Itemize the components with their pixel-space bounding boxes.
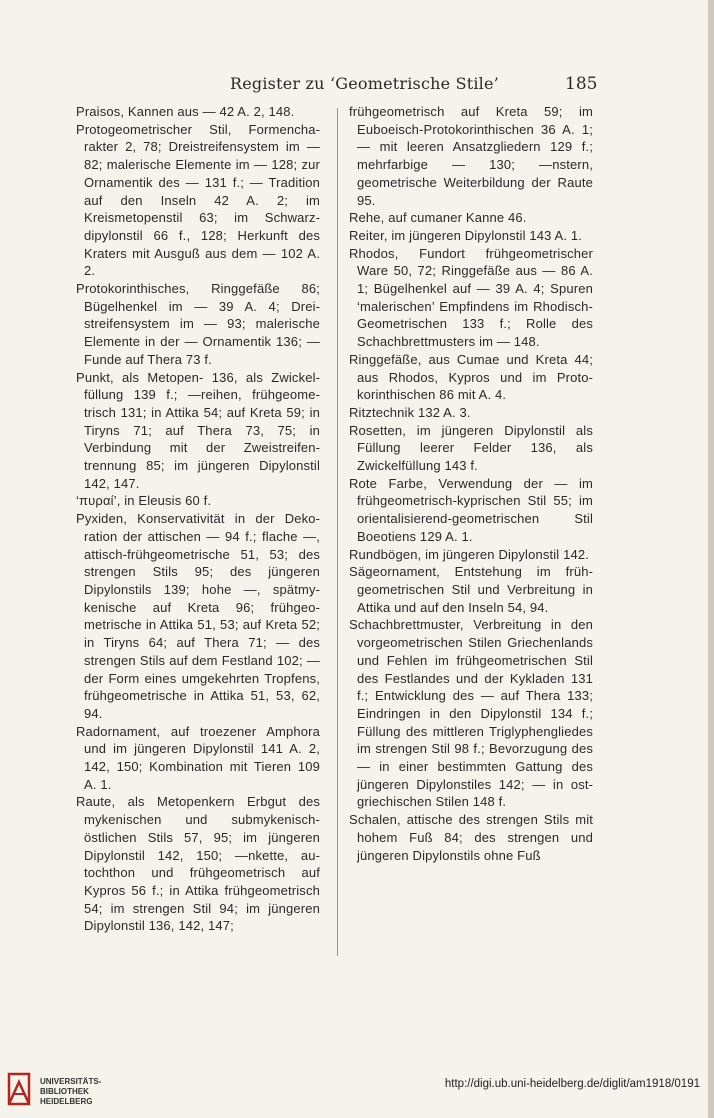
index-entry: Protokorinthisches, Ringgefäße 86; Bügelhenkel im — 39 A. 4; Dreistreifensystem im — 93; malerische Elemente in der — Ornamentik 136; — Funde auf Thera 73 f. (76, 281, 320, 367)
index-entry: Raute, als Metopenkern Erbgut des mykenischen und submykenisch-östlichen Stils 57, 95; im jüngeren Dipylonstil 142, 150; —nkette, autochthon und frühgeometrisch auf Kypros 56 f.; in Attika frühgeometrisch 54; im strengen Stil 94; im jüngeren Dipylonstil 136, 142, 147; (76, 794, 320, 934)
index-entry: Sägeornament, Entstehung im frühgeometrischen Stil und Verbreitung in Attika und auf den Inseln 54, 94. (349, 564, 593, 615)
left-column (76, 103, 320, 935)
index-entry: frühgeometrisch auf Kreta 59; im Euboeisch-Protokorinthischen 36 A. 1; — mit leeren Ansatzgliedern 129 f.; mehrfarbige — 130; —nstern, geometrische Weiterbildung der Raute 95. (349, 104, 593, 208)
library-name (40, 1077, 101, 1107)
index-entry: Reiter, im jüngeren Dipylonstil 143 A. 1. (349, 227, 583, 243)
column-divider (337, 108, 338, 956)
index-entry: Schalen, attische des strengen Stils mit hohem Fuß 84; des strengen und jüngeren Dipylonstils ohne Fuß (349, 812, 593, 863)
header-title: Register zu ‘Geometrische Stile’ (230, 74, 499, 93)
page-number: 185 (565, 74, 598, 94)
index-entry: Rundbögen, im jüngeren Dipylonstil 142. (349, 546, 589, 562)
index-entry: Rosetten, im jüngeren Dipylonstil als Füllung leerer Felder 136, als Zwickelfüllung 143 f. (349, 422, 593, 474)
index-entry: Praisos, Kannen aus — 42 A. 2, 148. (76, 104, 295, 119)
index-entry: Ritztechnik 132 A. 3. (349, 404, 471, 420)
library-logo-icon (6, 1072, 32, 1108)
running-header (70, 74, 610, 96)
footer-bar (0, 1066, 708, 1118)
index-entry: Protogeometrischer Stil, Formencharakter 2, 78; Dreistreifensystem im — 82; malerische Elemente im — 128; zur Ornamentik des — 131 f.; — Tradition auf den Inseln 42 A. 2; im Kreismetopenstil 63; im Schwarzdipylonstil 66 f., 128; Herkunft des Kraters mit Ausguß aus dem — 102 A. 2. (76, 121, 320, 279)
index-entry: Rhodos, Fundort frühgeometrischer Ware 50, 72; Ringgefäße aus — 86 A. 1; Bügelhenkel auf — 39 A. 4; Spuren ‘malerischen’ Empfindens im Rhodisch-Geometrischen 133 f.; Rolle des Schachbrettmusters im — 148. (349, 245, 593, 350)
library-name-line: BIBLIOTHEK (40, 1087, 89, 1096)
index-entry: Ringgefäße, aus Cumae und Kreta 44; aus Rhodos, Kypros und im Protokorinthischen 86 mit A. 4. (349, 351, 593, 403)
page-edge (708, 0, 714, 1118)
source-url-link[interactable]: http://digi.ub.uni-heidelberg.de/diglit/am1918/0191 (444, 1078, 700, 1090)
index-entry: Radornament, auf troezener Amphora und im jüngeren Dipylonstil 141 A. 2, 142, 150; Kombination mit Tieren 109 A. 1. (76, 723, 320, 792)
index-entry: ‘πυραί’, in Eleusis 60 f. (76, 493, 212, 509)
index-entry: Punkt, als Metopen- 136, als Zwickelfüllung 139 f.; —reihen, frühgeometrisch 131; in Attika 54; auf Kreta 59; in Tiryns 71; auf Thera 73, 75; in Verbindung mit der Zweistreifentrennung 85; im jüngeren Dipylonstil 142, 147. (76, 369, 320, 491)
library-name-line: HEIDELBERG (40, 1097, 93, 1106)
right-column (349, 103, 593, 864)
library-name-line: UNIVERSITÄTS- (40, 1077, 102, 1086)
index-entry: Schachbrettmuster, Verbreitung in den vorgeometrischen Stilen Griechenlands und Fehlen im frühgeometrischen Stil des Festlandes und der Kykladen 131 f.; Entwicklung des — auf Thera 133; Eindringen in den Dipylonstil 134 f.; Füllung des mittleren Triglyphengliedes im strengen Stil 98 f.; Bevorzugung des — in einer bestimmten Gattung des jüngeren Dipylonstiles 142; — in ostgriechischen Stilen 148 f. (349, 617, 593, 810)
index-entry: Rehe, auf cumaner Kanne 46. (349, 210, 527, 226)
index-entry: Rote Farbe, Verwendung der — im frühgeometrisch-kyprischen Stil 55; im orientalisierend-geometrischen Stil Boeotiens 129 A. 1. (349, 475, 593, 544)
index-entry: Pyxiden, Konservativität in der Dekoration der attischen — 94 f.; flache —, attisch-frühgeometrische 51, 53; des strengen Stils 95; des jüngeren Dipylonstils 139; hohe —, spätmykenische auf Kreta 96; frühgeometrische in Attika 51, 53; auf Kreta 52; in Tiryns 64; auf Thera 71; — des strengen Stils auf dem Festland 102; — der Form eines umgekehrten Tropfens, frühgeometrische in Attika 51, 53, 62, 94. (76, 511, 320, 721)
